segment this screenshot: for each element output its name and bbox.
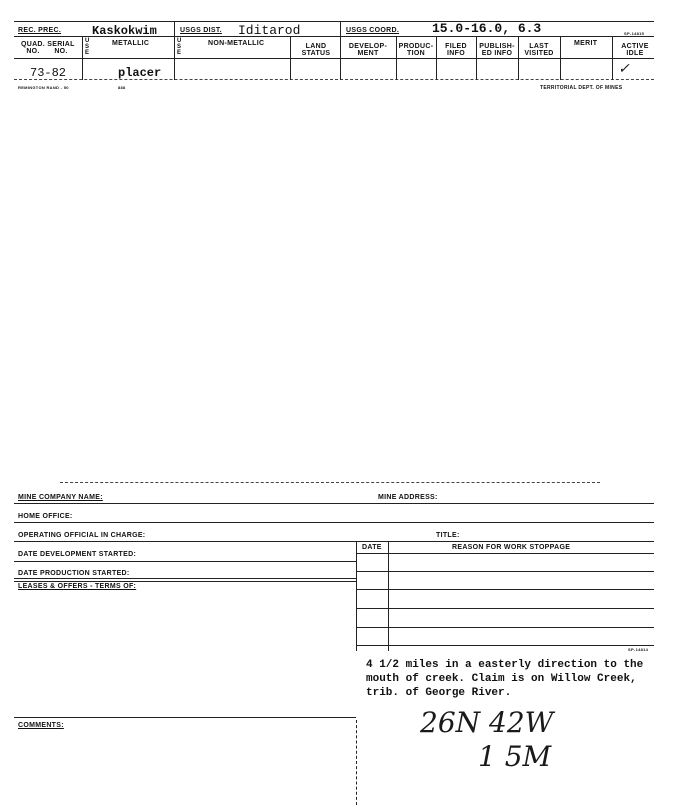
col-divider [396,36,397,80]
card-edge-top [60,482,600,483]
leases-label: LEASES & OFFERS - TERMS OF: [18,583,137,590]
rule [356,645,654,646]
rule [14,578,356,579]
col-published-info: PUBLISH- ED INFO [479,43,515,57]
rule [356,589,654,590]
col-quad: QUAD. NO. [20,41,46,55]
operating-official-label: OPERATING OFFICIAL IN CHARGE: [18,532,146,539]
col-divider [82,36,83,80]
usgs-dist-label: USGS DIST. [180,27,222,34]
location-note-line: 4 1/2 miles in a easterly direction to the [366,659,644,671]
date-development-started-label: DATE DEVELOPMENT STARTED: [18,551,137,558]
col-development: DEVELOP- MENT [348,43,388,57]
mine-address-label: MINE ADDRESS: [378,494,438,501]
rec-prec-label: REC. PREC. [18,27,62,34]
col-divider [612,36,613,80]
header-rule-2 [14,58,654,59]
form-number: SP-14815 [624,31,645,36]
top-card [0,0,678,100]
stoppage-left-border [356,541,357,651]
location-note-line: trib. of George River. [366,687,512,699]
col-divider [476,36,477,80]
rule [14,561,356,562]
lower-card [0,470,678,805]
col-use-1: U S E [85,38,90,56]
quad-serial-value: 73-82 [30,66,67,80]
col-use-2: U S E [177,38,182,56]
location-note [366,658,666,700]
header-top-rule [14,21,654,22]
print-code-2: 888 [118,85,126,90]
rule [356,571,654,572]
rule [14,522,654,523]
col-merit: MERIT [574,40,598,47]
rule [14,581,356,582]
usgs-dist-value: Iditarod [238,23,301,38]
col-production: PRODUC- TION [398,43,434,57]
rule [356,608,654,609]
col-last-visited: LAST VISITED [524,43,554,57]
rule [14,503,654,504]
handwritten-coordinates-1: 26N 42W [420,706,554,739]
location-note-line: mouth of creek. Claim is on Willow Creek, [366,673,637,685]
handwritten-coordinates-2: 1 5M [478,740,552,773]
title-label: TITLE: [436,532,460,539]
col-metallic: METALLIC [112,40,150,47]
col-divider [560,36,561,80]
form-number-2: SP-14814 [628,647,649,652]
stoppage-date-header: DATE [362,544,382,551]
col-divider [174,21,175,80]
col-divider [340,21,341,80]
col-active-idle: ACTIVE IDLE [621,43,649,57]
mine-company-name-label: MINE COMPANY NAME: [18,494,103,501]
usgs-coord-label: USGS COORD. [346,27,400,34]
rule [14,541,654,542]
rec-prec-value: Kaskokwim [92,24,157,38]
rule [356,627,654,628]
dept-label: TERRITORIAL DEPT. OF MINES [540,85,623,91]
print-code: REMINGTON RAND - 50 [18,85,69,90]
col-serial: SERIAL NO. [47,41,75,55]
comments-divider [356,720,357,805]
non-metallic-value: placer [118,66,162,80]
active-check-mark: ✓ [618,61,630,77]
home-office-label: HOME OFFICE: [18,513,73,520]
col-non-metallic: NON-METALLIC [208,40,265,47]
rule [356,553,654,554]
header-rule-1 [14,36,654,37]
rule [14,717,356,718]
col-divider [436,36,437,80]
date-production-started-label: DATE PRODUCTION STARTED: [18,570,130,577]
stoppage-reason-header: REASON FOR WORK STOPPAGE [452,544,571,551]
stoppage-date-divider [388,541,389,651]
comments-label: COMMENTS: [18,722,64,729]
col-land-status: LAND STATUS [301,43,331,57]
col-divider [518,36,519,80]
usgs-coord-value: 15.0-16.0, 6.3 [432,21,542,36]
row-rule [14,79,654,80]
col-divider [290,36,291,80]
col-filed-info: FILED INFO [445,43,467,57]
